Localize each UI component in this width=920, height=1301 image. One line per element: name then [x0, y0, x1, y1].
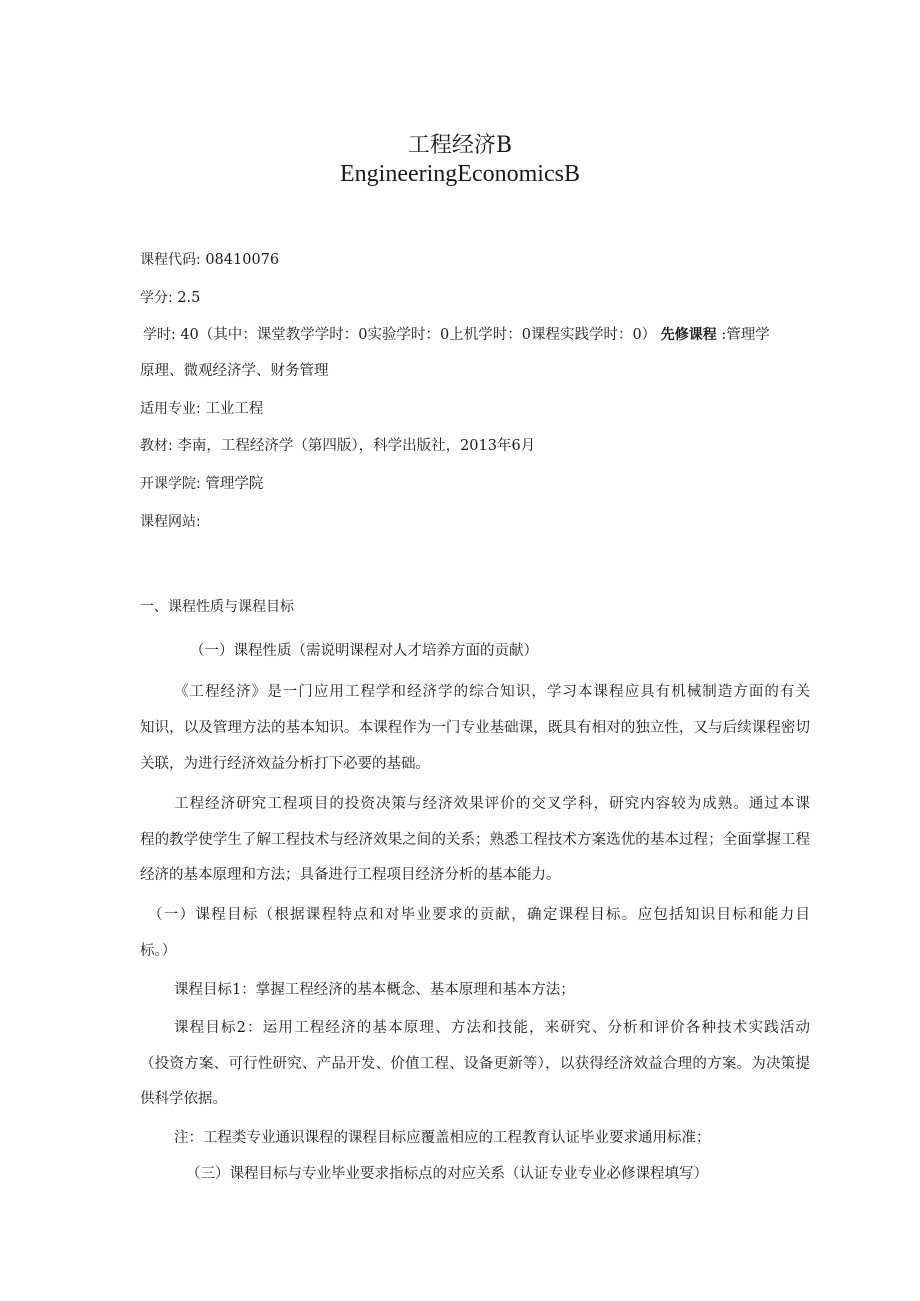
paragraph-2-line-1: 工程经济研究工程项目的投资决策与经济效果评价的交叉学科，研究内容较为成熟。通过本课: [174, 796, 810, 812]
website-label: 课程网站:: [140, 514, 201, 530]
goal-2-line-3: 供科学依据。: [140, 1091, 227, 1107]
course-title-en: EngineeringEconomicsB: [340, 161, 580, 187]
textbook-value: 李南，工程经济学（第四版），科学出版社，2013年6月: [177, 438, 536, 454]
major-label: 适用专业:: [140, 401, 201, 417]
note: 注：工程类专业通识课程的课程目标应覆盖相应的工程教育认证毕业要求通用标准；: [174, 1130, 711, 1146]
goal-2-line-1: 课程目标2：运用工程经济的基本原理、方法和技能，来研究、分析和评价各种技术实践活动: [174, 1020, 810, 1036]
nature-heading: （一）课程性质（需说明课程对人才培养方面的贡献）: [190, 643, 538, 659]
credit-value: 2.5: [177, 290, 201, 306]
course-code-value: 08410076: [205, 252, 280, 268]
prereq-value-1: :管理学: [721, 327, 770, 343]
course-code-row: [140, 250, 820, 270]
section-heading: 一、课程性质与课程目标: [140, 599, 294, 615]
paragraph-2-line-2: 程的教学使学生了解工程技术与经济效果之间的关系；熟悉工程技术方案选优的基本过程；全面掌握工程: [140, 832, 810, 848]
goal-heading-line-1: （一）课程目标（根据课程特点和对毕业要求的贡献，确定课程目标。应包括知识目标和能力目: [148, 907, 810, 923]
college-row: [140, 474, 820, 494]
course-code-label: 课程代码:: [140, 252, 201, 268]
goal-2-line-2: （投资方案、可行性研究、产品开发、价值工程、设备更新等），以获得经济效益合理的方案。为决策提: [140, 1056, 810, 1072]
prereq-value-2: 原理、微观经济学、财务管理: [140, 363, 329, 379]
hours-label: 学时:: [143, 327, 176, 343]
prereq-label: 先修课程: [660, 327, 717, 343]
credit-label: 学分:: [140, 290, 173, 306]
college-label: 开课学院:: [140, 476, 201, 492]
hours-value: 40（其中：课堂教学学时：0实验学时：0上机学时：0课程实践学时：0）: [180, 327, 657, 343]
website-row: [140, 512, 820, 532]
major-row: [140, 399, 820, 419]
paragraph-1-line-3: 关联，为进行经济效益分析打下必要的基础。: [140, 756, 430, 772]
credit-row: [140, 288, 820, 308]
mapping-heading: （三）课程目标与专业毕业要求指标点的对应关系（认证专业专业必修课程填写）: [186, 1166, 708, 1182]
textbook-label: 教材:: [140, 438, 173, 454]
hours-row: [143, 325, 820, 345]
goal-heading-line-2: 标。）: [140, 943, 177, 959]
course-title-cn: 工程经济B: [407, 133, 513, 158]
paragraph-1-line-1: 《工程经济》是一门应用工程学和经济学的综合知识，学习本课程应具有机械制造方面的有关: [174, 684, 810, 700]
goal-1: 课程目标1：掌握工程经济的基本概念、基本原理和基本方法；: [174, 982, 575, 998]
major-value: 工业工程: [205, 401, 264, 417]
paragraph-1-line-2: 知识，以及管理方法的基本知识。本课程作为一门专业基础课，既具有相对的独立性，又与后续课程密切: [140, 720, 810, 736]
college-value: 管理学院: [205, 476, 264, 492]
paragraph-2-line-3: 经济的基本原理和方法；具备进行工程项目经济分析的基本能力。: [140, 867, 561, 883]
textbook-row: [140, 436, 820, 456]
